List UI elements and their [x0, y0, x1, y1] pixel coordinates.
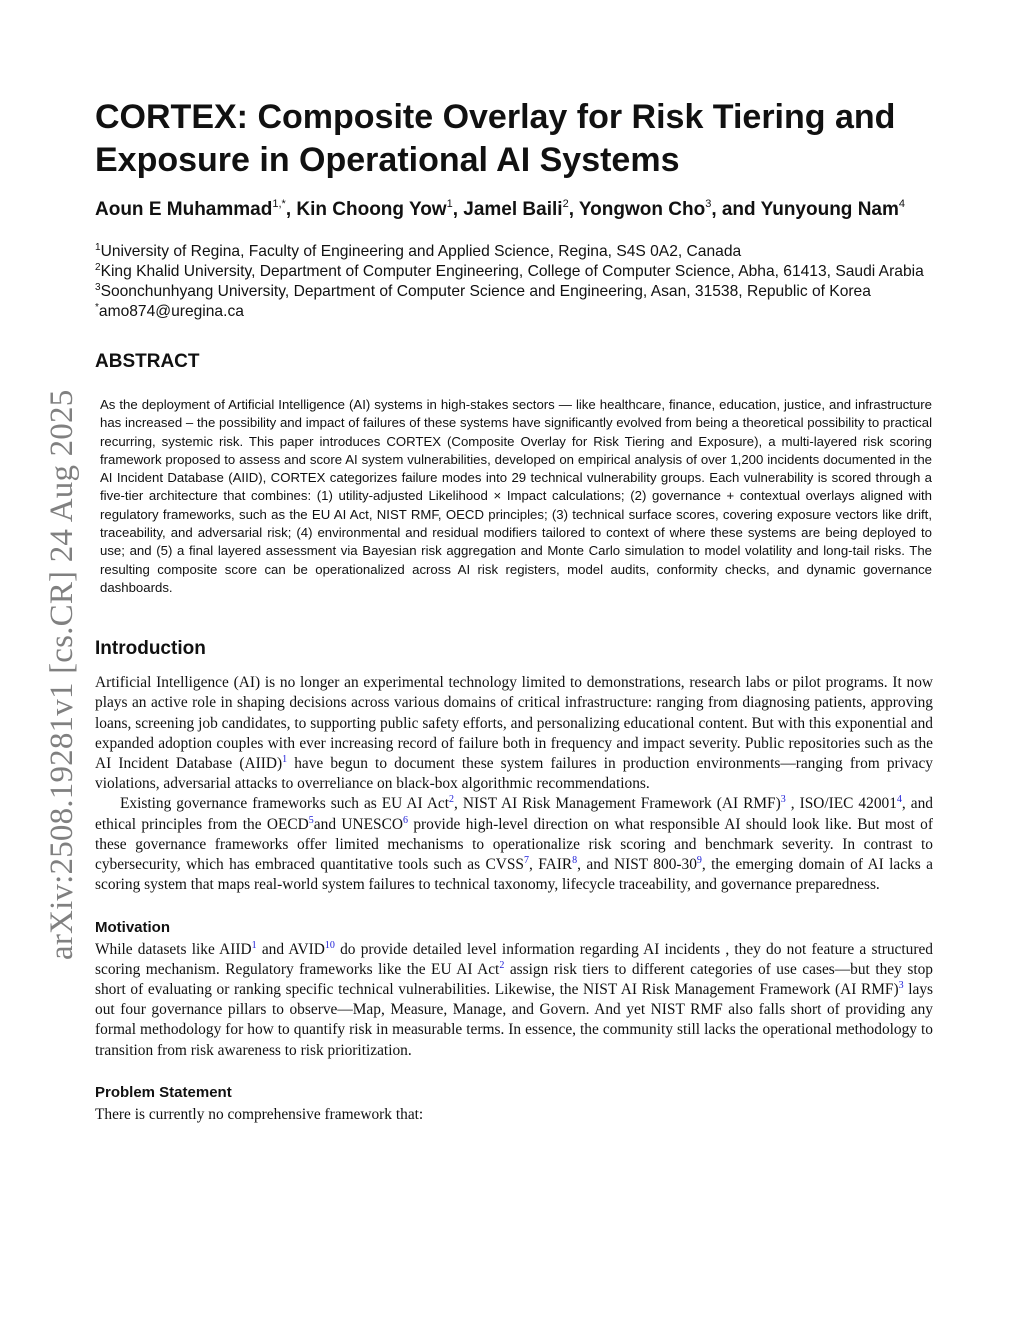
citation-link[interactable]: 5 [308, 814, 314, 826]
abstract-heading: ABSTRACT [95, 351, 200, 372]
text-run: , the emerging domain of AI lacks a scoring system that maps real-world system failures to technical taxonomy, lifecycle traceability, and governance preparedness. [95, 856, 933, 894]
corresponding-email[interactable]: amo874@uregina.ca [98, 303, 244, 320]
text-run: have begun to document these system failures in production environments—ranging from privacy violations, adversarial attacks to overreliance on black-box algorithmic recommendations. [95, 755, 933, 793]
introduction-paragraph [95, 673, 933, 794]
citation-link[interactable]: 10 [324, 939, 335, 951]
author-affil-mark: 3 [705, 198, 712, 210]
citation-link[interactable]: 6 [402, 814, 408, 826]
affiliation-text: University of Regina, Faculty of Engineering and Applied Science, Regina, S4S 0A2, Canada [100, 243, 742, 260]
problem-statement-heading: Problem Statement [95, 1083, 232, 1101]
citation-link[interactable]: 2 [499, 959, 505, 971]
affiliation-mark: 3 [95, 282, 101, 293]
text-run: provide high-level direction on what responsible AI should look like. But most of these governance frameworks offer limited mechanisms to operationalize risk scoring and benchmark severity. In contrast to cybersecurity, which has embraced quantitative tools such as CVSS [95, 815, 933, 874]
text-run: and AVID [256, 940, 325, 958]
problem-statement-text: There is currently no comprehensive framework that: [95, 1105, 424, 1123]
abstract-text: As the deployment of Artificial Intelligence (AI) systems in high-stakes sectors — like healthcare, finance, education, justice, and infrastructure has increased – the possibility and impact of failures of these systems have significantly evolved from being a theoretical possibility to practical recurring, systemic risk. This paper introduces CORTEX (Composite Overlay for Risk Tiering and Exposure), a multi-layered risk scoring framework proposed to assess and score AI system vulnerabilities, developed on empirical analysis of over 1,200 incidents documented in the AI Incident Database (AIID), CORTEX categorizes failure modes into 29 technical vulnerability groups. Each vulnerability is scored through a five-tier architecture that combines: (1) utility-adjusted Likelihood × Impact calculations; (2) governance + contextual overlays aligned with regulatory frameworks, such as the EU AI Act, NIST RMF, OECD principles; (3) technical surface scores, covering exposure vectors like drift, traceability, and adversarial risk; (4) environmental and residual modifiers tailored to context of where these systems are being deployed to use; and (5) a final layered assessment via Bayesian risk aggregation and Monte Carlo simulation to model volatility and long-tail risks. The resulting composite score can be operationalized across AI risk registers, model audits, conformity checks, and dynamic governance dashboards. [100, 397, 932, 595]
text-run: assign risk tiers to different categories of use cases—but they stop short of evaluating or ranking specific technical vulnerabilities. Likewise, the NIST AI Risk Management Framework (AI RMF) [95, 960, 933, 998]
introduction-section [95, 673, 933, 895]
citation-link[interactable]: 1 [282, 754, 288, 766]
text-run: , and ethical principles from the OECD [95, 795, 933, 833]
citation-link[interactable]: 3 [898, 979, 904, 991]
author-affil-mark: 1 [446, 198, 453, 210]
author-name: , Jamel Baili [452, 199, 563, 220]
paper-title [95, 96, 933, 182]
text-run: , NIST AI Risk Management Framework (AI RMF) [454, 795, 781, 813]
author-affil-mark: 1,* [272, 198, 286, 210]
affiliation-item [95, 282, 933, 302]
introduction-heading: Introduction [95, 638, 206, 660]
affiliation-item [95, 242, 933, 262]
text-run: , FAIR [528, 856, 573, 874]
affiliation-mark: 1 [95, 242, 101, 253]
affiliation-item [95, 262, 933, 282]
affiliation-text: Soonchunhyang University, Department of Computer Science and Engineering, Asan, 31538, Republic of Korea [100, 283, 871, 300]
text-run: lays out four governance pillars to observe—Map, Measure, Manage, and Govern. And yet NIST RMF also falls short of providing any formal methodology for how to quantify risk in measurable terms. In essence, the community still lacks the operational methodology to transition from risk awareness to risk prioritization. [95, 980, 934, 1059]
citation-link[interactable]: 8 [572, 855, 578, 867]
text-run: and UNESCO [313, 815, 403, 833]
affiliation-mark: 2 [95, 262, 101, 273]
text-run: While datasets like AIID [95, 940, 252, 958]
author-name: Aoun E Muhammad [95, 199, 273, 220]
author-name: , Yongwon Cho [568, 199, 706, 220]
affiliation-text: King Khalid University, Department of Computer Engineering, College of Computer Science, Abha, 61413, Saudi Arabia [100, 263, 924, 280]
title-line-2: Exposure in Operational AI Systems [95, 141, 680, 179]
affiliation-mark: * [95, 302, 99, 313]
author-name: , Kin Choong Yow [285, 199, 447, 220]
affiliation-list [95, 242, 933, 322]
motivation-heading: Motivation [95, 918, 170, 936]
citation-link[interactable]: 3 [780, 794, 786, 806]
citation-link[interactable]: 7 [523, 855, 529, 867]
citation-link[interactable]: 2 [449, 794, 455, 806]
motivation-paragraph [95, 940, 933, 1061]
paper-page [95, 96, 933, 1125]
text-run: , ISO/IEC 42001 [785, 795, 897, 813]
text-run: Artificial Intelligence (AI) is no longer an experimental technology limited to demonstrations, research labs or pilot programs. It now plays an active role in shaping decisions across various domains of critical infrastructure: ranging from diagnosing patients, approving loans, screening job candidates, to supporting public safety efforts, and personalizing educational content. But with this exponential and expanded adoption couples with ever increasing record of failure both in frequency and impact severity. Public repositories such as the AI Incident Database (AIID) [95, 674, 933, 773]
text-run: do provide detailed level information regarding AI incidents , they do not feature a structured scoring mechanism. Regulatory frameworks like the EU AI Act [95, 940, 933, 978]
author-name: , and Yunyoung Nam [711, 199, 899, 220]
author-affil-mark: 4 [898, 198, 905, 210]
citation-link[interactable]: 4 [896, 794, 902, 806]
text-run: , and NIST 800-30 [577, 856, 697, 874]
author-list [95, 198, 933, 222]
author-affil-mark: 2 [562, 198, 569, 210]
citation-link[interactable]: 9 [696, 855, 702, 867]
affiliation-item [95, 302, 933, 322]
arxiv-identifier: arXiv:2508.19281v1 [cs.CR] 24 Aug 2025 [44, 389, 80, 960]
title-line-1: CORTEX: Composite Overlay for Risk Tiering and [95, 98, 896, 136]
text-run: Existing governance frameworks such as EU AI Act [120, 795, 450, 813]
introduction-paragraph [95, 794, 933, 895]
citation-link[interactable]: 1 [251, 939, 257, 951]
